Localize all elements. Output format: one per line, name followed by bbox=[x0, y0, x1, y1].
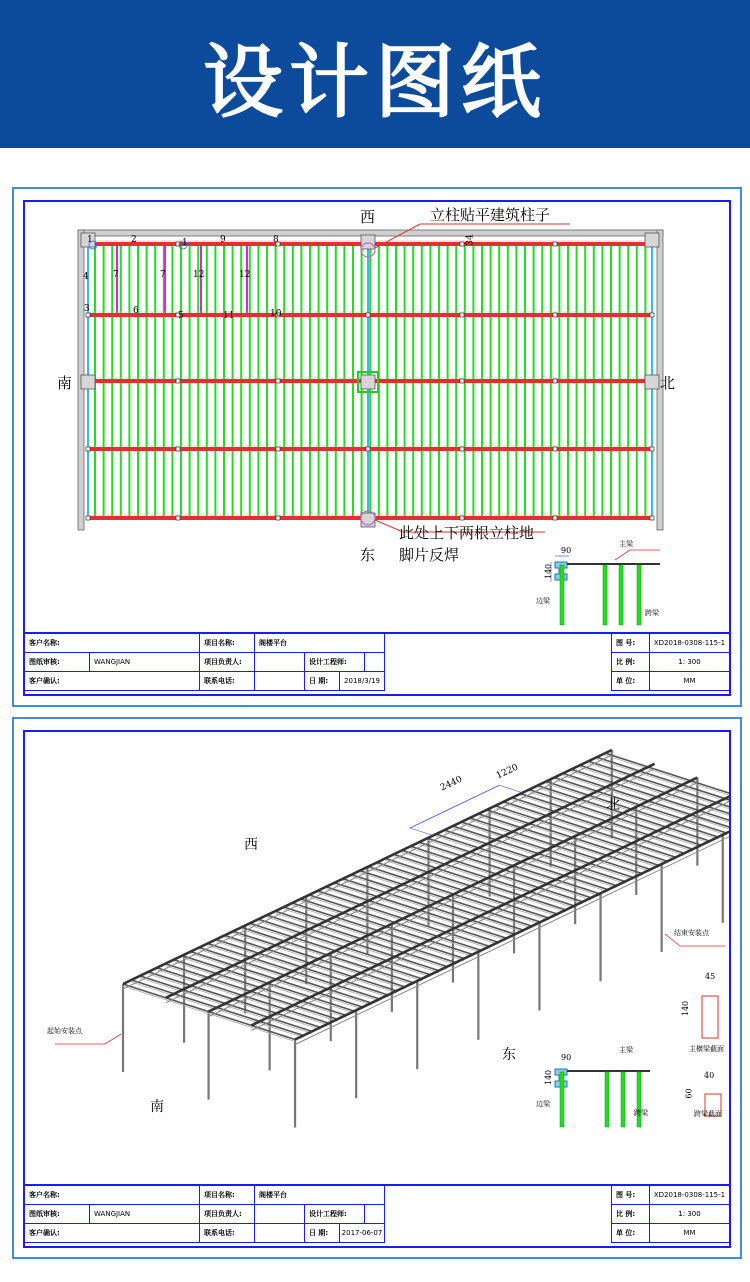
drawing-no-value: XD2018-0308-115-1 bbox=[650, 634, 729, 653]
column-post bbox=[553, 447, 557, 451]
dimension-1220: 1220 bbox=[494, 762, 520, 782]
part-number: 4 bbox=[83, 272, 89, 282]
column-post bbox=[366, 447, 370, 451]
direction-south: 南 bbox=[57, 374, 73, 392]
unit-label: 单 位: bbox=[612, 1224, 650, 1243]
section-dim: 45 bbox=[705, 972, 716, 981]
main-beam-section bbox=[702, 996, 718, 1038]
iso-span-beam-edge bbox=[148, 974, 320, 1030]
drawing-no-label: 图 号: bbox=[612, 1186, 650, 1205]
column-post bbox=[460, 447, 464, 451]
page-title: 设计图纸 bbox=[203, 36, 547, 129]
title-block bbox=[25, 1184, 729, 1246]
part-number: 11 bbox=[223, 311, 235, 321]
direction-west: 西 bbox=[360, 208, 376, 226]
column-post bbox=[650, 447, 654, 451]
manager-label: 项目负责人: bbox=[200, 1205, 255, 1224]
manager-label: 项目负责人: bbox=[200, 653, 255, 672]
part-number: 3 bbox=[84, 304, 90, 314]
phone-value bbox=[255, 1224, 305, 1243]
title-block bbox=[25, 632, 729, 694]
part-number: 1 bbox=[87, 235, 93, 245]
column-post bbox=[86, 447, 90, 451]
iso-span-beam-edge bbox=[140, 978, 312, 1034]
column-post bbox=[176, 516, 180, 520]
detail-span-beam bbox=[560, 565, 564, 625]
column-post bbox=[366, 313, 370, 317]
part-number: 10 bbox=[270, 309, 282, 319]
callout-column-flush: 立柱贴平建筑柱子 bbox=[430, 206, 551, 224]
direction-north: 北 bbox=[660, 374, 676, 392]
client-name-label: 客户名称: bbox=[25, 634, 200, 653]
scale-value: 1: 300 bbox=[650, 653, 729, 672]
detail-span-beam bbox=[637, 565, 641, 625]
part-number: 2 bbox=[131, 235, 137, 245]
date-label: 日 期: bbox=[305, 672, 340, 691]
client-name-label: 客户名称: bbox=[25, 1186, 200, 1205]
direction-west: 西 bbox=[244, 837, 258, 853]
dimension-line bbox=[468, 785, 499, 800]
date-value: 2018/3/19 bbox=[340, 672, 385, 691]
column-post bbox=[276, 379, 280, 383]
section-dim: 140 bbox=[681, 1000, 691, 1017]
manager-value bbox=[255, 653, 305, 672]
plan-drawing-sheet bbox=[12, 187, 742, 707]
title-blank bbox=[385, 1186, 612, 1243]
detail-dim: 90 bbox=[561, 1053, 572, 1062]
detail-span-beam bbox=[605, 1072, 609, 1127]
detail-span-beam bbox=[603, 565, 607, 625]
part-number: 9 bbox=[220, 235, 226, 245]
phone-value bbox=[255, 672, 305, 691]
part-number: 8 bbox=[273, 235, 279, 245]
column-post bbox=[176, 379, 180, 383]
detail-span-beam bbox=[619, 565, 623, 625]
dimension-2440: 2440 bbox=[438, 774, 464, 794]
direction-east: 东 bbox=[502, 1047, 516, 1063]
confirm-label: 客户确认: bbox=[25, 1224, 200, 1243]
manager-value bbox=[255, 1205, 305, 1224]
end-install-point-label: 结束安装点 bbox=[674, 929, 709, 937]
part-number: 12 bbox=[193, 270, 205, 280]
confirm-label: 客户确认: bbox=[25, 672, 200, 691]
project-label: 项目名称: bbox=[200, 1186, 255, 1205]
building-pillar bbox=[361, 235, 375, 249]
date-value: 2017-06-07 bbox=[340, 1224, 385, 1243]
isometric-drawing-sheet bbox=[12, 717, 742, 1259]
column-post bbox=[460, 516, 464, 520]
building-pillar bbox=[645, 233, 659, 247]
section-dim: 40 bbox=[704, 1071, 715, 1080]
detail-side-beam-label: 边梁 bbox=[536, 1100, 550, 1108]
dimension-line bbox=[410, 828, 433, 836]
span-beam-section-label: 跨梁截面 bbox=[694, 1110, 722, 1118]
drawing-no-value: XD2018-0308-115-1 bbox=[650, 1186, 729, 1205]
building-pillar bbox=[361, 375, 375, 389]
iso-span-beam-edge bbox=[157, 970, 329, 1026]
column-post bbox=[460, 379, 464, 383]
project-label: 项目名称: bbox=[200, 634, 255, 653]
callout-reverse-weld-2: 脚片反焊 bbox=[399, 546, 460, 564]
column-post bbox=[276, 516, 280, 520]
drawing-frame bbox=[23, 200, 731, 696]
part-number: 6 bbox=[133, 306, 139, 316]
detail-dim: 140 bbox=[544, 1069, 554, 1086]
main-beam-section-label: 主横梁截面 bbox=[689, 1045, 724, 1053]
header-banner bbox=[0, 0, 750, 148]
review-label: 图纸审核: bbox=[25, 1205, 90, 1224]
part-number: 1 bbox=[182, 238, 188, 248]
detail-span-beam-label: 跨梁 bbox=[634, 1109, 648, 1117]
unit-value: MM bbox=[650, 672, 729, 691]
phone-label: 联系电话: bbox=[200, 1224, 255, 1243]
column-post bbox=[460, 313, 464, 317]
part-number: 5 bbox=[178, 311, 184, 321]
detail-span-beam bbox=[560, 1072, 564, 1127]
title-blank bbox=[385, 634, 612, 691]
project-value: 阁楼平台 bbox=[255, 1186, 385, 1205]
dimension-line bbox=[499, 785, 522, 793]
column-post bbox=[553, 379, 557, 383]
detail-span-beam bbox=[637, 1072, 641, 1127]
isometric-view-svg bbox=[25, 732, 729, 1250]
drawing-no-label: 图 号: bbox=[612, 634, 650, 653]
section-dim: 60 bbox=[684, 1088, 694, 1099]
detail-dim: 90 bbox=[561, 546, 572, 555]
drawing-frame bbox=[23, 730, 731, 1248]
column-post bbox=[86, 516, 90, 520]
date-label: 日 期: bbox=[305, 1224, 340, 1243]
part-number: 7 bbox=[113, 270, 119, 280]
detail-dim: 140 bbox=[544, 563, 554, 580]
unit-label: 单 位: bbox=[612, 672, 650, 691]
building-pillar bbox=[81, 375, 95, 389]
building-pillar bbox=[645, 375, 659, 389]
direction-east: 东 bbox=[360, 546, 376, 564]
direction-north: 北 bbox=[606, 797, 620, 813]
direction-south: 南 bbox=[150, 1099, 164, 1115]
column-post bbox=[460, 242, 464, 246]
part-number: 34 bbox=[465, 234, 476, 246]
engineer-value bbox=[365, 653, 385, 672]
plan-view-svg bbox=[25, 202, 729, 698]
column-post bbox=[553, 516, 557, 520]
part-number: 7 bbox=[160, 270, 166, 280]
engineer-label: 设计工程师: bbox=[305, 1205, 365, 1224]
column-post bbox=[650, 313, 654, 317]
leader-line bbox=[615, 550, 630, 560]
column-post bbox=[553, 242, 557, 246]
column-post bbox=[650, 516, 654, 520]
engineer-value bbox=[365, 1205, 385, 1224]
scale-label: 比 例: bbox=[612, 653, 650, 672]
start-install-point-label: 起始安装点 bbox=[47, 1027, 82, 1035]
review-value: WANGJIAN bbox=[90, 1205, 200, 1224]
detail-main-beam-label: 主梁 bbox=[619, 1046, 633, 1054]
project-value: 阁楼平台 bbox=[255, 634, 385, 653]
column-post bbox=[176, 447, 180, 451]
detail-span-beam bbox=[621, 1072, 625, 1127]
scale-label: 比 例: bbox=[612, 1205, 650, 1224]
callout-reverse-weld-1: 此处上下两根立柱地 bbox=[399, 524, 535, 542]
part-number: 12 bbox=[239, 270, 251, 280]
column-post bbox=[553, 313, 557, 317]
iso-span-beam-edge bbox=[165, 966, 337, 1022]
scale-value: 1: 300 bbox=[650, 1205, 729, 1224]
review-label: 图纸审核: bbox=[25, 653, 90, 672]
phone-label: 联系电话: bbox=[200, 672, 255, 691]
column-post bbox=[276, 447, 280, 451]
review-value: WANGJIAN bbox=[90, 653, 200, 672]
detail-span-beam-label: 跨梁 bbox=[645, 609, 659, 617]
engineer-label: 设计工程师: bbox=[305, 653, 365, 672]
detail-side-beam-label: 边梁 bbox=[536, 597, 550, 605]
detail-main-beam-label: 主梁 bbox=[619, 540, 633, 548]
iso-span-beam-edge bbox=[131, 982, 303, 1037]
unit-value: MM bbox=[650, 1224, 729, 1243]
